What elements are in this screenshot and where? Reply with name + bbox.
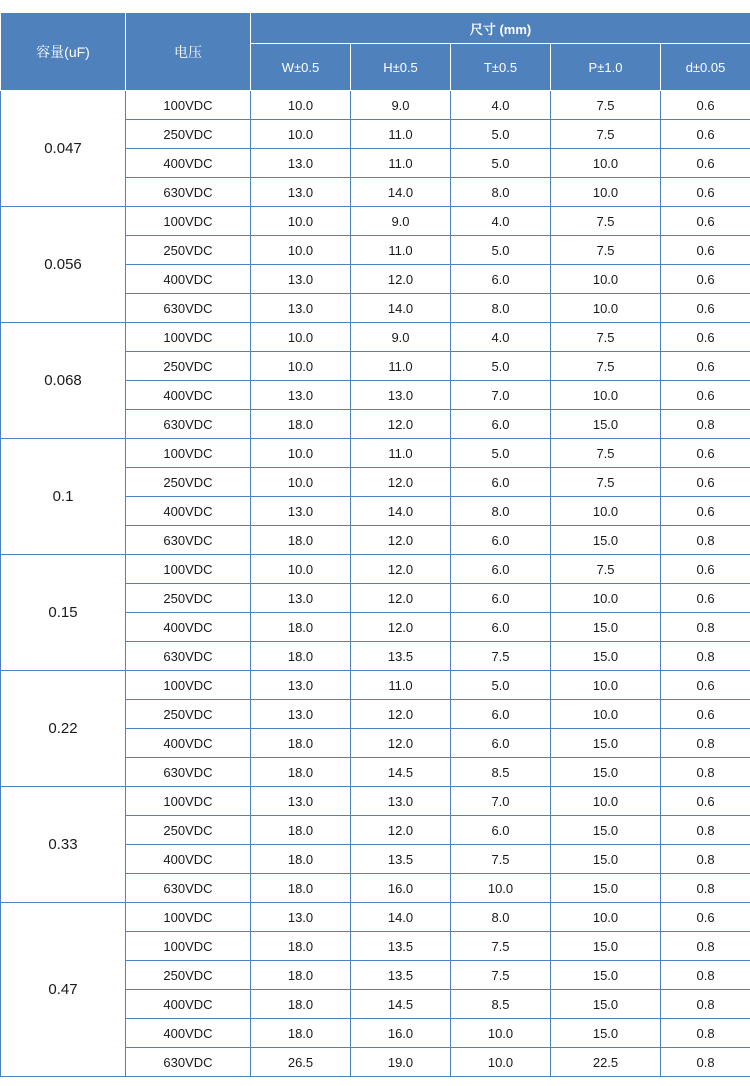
voltage-cell: 250VDC (126, 700, 251, 729)
pitch-cell: 7.5 (551, 555, 661, 584)
voltage-cell: 100VDC (126, 91, 251, 120)
table-row (1, 207, 750, 236)
thickness-cell: 10.0 (451, 874, 551, 903)
width-cell: 10.0 (251, 468, 351, 497)
pitch-cell: 15.0 (551, 758, 661, 787)
width-cell: 13.0 (251, 265, 351, 294)
pitch-cell: 15.0 (551, 526, 661, 555)
voltage-header: 电压 (126, 13, 251, 91)
height-cell: 13.5 (351, 845, 451, 874)
height-cell: 13.5 (351, 642, 451, 671)
pitch-cell: 10.0 (551, 265, 661, 294)
diameter-cell: 0.6 (661, 700, 750, 729)
table-body (1, 91, 750, 1077)
thickness-cell: 7.0 (451, 787, 551, 816)
voltage-cell: 250VDC (126, 816, 251, 845)
thickness-cell: 6.0 (451, 468, 551, 497)
table-row (1, 439, 750, 468)
table-row (1, 903, 750, 932)
height-cell: 14.0 (351, 178, 451, 207)
height-cell: 12.0 (351, 700, 451, 729)
width-cell: 10.0 (251, 236, 351, 265)
pitch-cell: 15.0 (551, 410, 661, 439)
width-cell: 18.0 (251, 961, 351, 990)
voltage-cell: 400VDC (126, 149, 251, 178)
height-cell: 11.0 (351, 439, 451, 468)
voltage-cell: 250VDC (126, 352, 251, 381)
voltage-cell: 100VDC (126, 323, 251, 352)
voltage-cell: 630VDC (126, 294, 251, 323)
voltage-cell: 630VDC (126, 1048, 251, 1077)
height-cell: 9.0 (351, 323, 451, 352)
capacitance-cell: 0.22 (1, 671, 126, 787)
table-row (1, 555, 750, 584)
voltage-cell: 250VDC (126, 120, 251, 149)
height-cell: 12.0 (351, 729, 451, 758)
pitch-cell: 10.0 (551, 294, 661, 323)
voltage-cell: 100VDC (126, 787, 251, 816)
diameter-cell: 0.8 (661, 990, 750, 1019)
thickness-cell: 7.5 (451, 845, 551, 874)
pitch-cell: 7.5 (551, 91, 661, 120)
capacitance-cell: 0.1 (1, 439, 126, 555)
capacitor-spec-table (0, 12, 750, 1077)
pitch-cell: 10.0 (551, 178, 661, 207)
width-cell: 13.0 (251, 671, 351, 700)
pitch-cell: 15.0 (551, 613, 661, 642)
thickness-cell: 6.0 (451, 555, 551, 584)
height-cell: 12.0 (351, 816, 451, 845)
height-cell: 9.0 (351, 91, 451, 120)
pitch-cell: 15.0 (551, 816, 661, 845)
thickness-cell: 5.0 (451, 236, 551, 265)
height-tolerance-header: H±0.5 (351, 44, 451, 91)
pitch-cell: 7.5 (551, 120, 661, 149)
voltage-cell: 400VDC (126, 1019, 251, 1048)
height-cell: 13.0 (351, 381, 451, 410)
height-cell: 12.0 (351, 555, 451, 584)
width-cell: 18.0 (251, 410, 351, 439)
thickness-cell: 5.0 (451, 671, 551, 700)
capacitance-cell: 0.15 (1, 555, 126, 671)
pitch-cell: 10.0 (551, 671, 661, 700)
pitch-cell: 7.5 (551, 236, 661, 265)
width-cell: 10.0 (251, 555, 351, 584)
pitch-cell: 7.5 (551, 468, 661, 497)
dimensions-header: 尺寸 (mm) (251, 13, 750, 44)
pitch-cell: 10.0 (551, 787, 661, 816)
height-cell: 14.0 (351, 903, 451, 932)
pitch-cell: 15.0 (551, 845, 661, 874)
capacitance-cell: 0.068 (1, 323, 126, 439)
voltage-cell: 400VDC (126, 265, 251, 294)
voltage-cell: 400VDC (126, 729, 251, 758)
thickness-cell: 6.0 (451, 265, 551, 294)
diameter-cell: 0.8 (661, 932, 750, 961)
width-cell: 18.0 (251, 1019, 351, 1048)
width-cell: 18.0 (251, 874, 351, 903)
height-cell: 11.0 (351, 149, 451, 178)
height-cell: 14.0 (351, 497, 451, 526)
width-cell: 13.0 (251, 584, 351, 613)
voltage-cell: 250VDC (126, 468, 251, 497)
thickness-cell: 10.0 (451, 1048, 551, 1077)
pitch-cell: 7.5 (551, 207, 661, 236)
pitch-cell: 10.0 (551, 903, 661, 932)
thickness-cell: 6.0 (451, 613, 551, 642)
thickness-cell: 8.0 (451, 497, 551, 526)
width-cell: 18.0 (251, 526, 351, 555)
voltage-cell: 630VDC (126, 526, 251, 555)
diameter-cell: 0.6 (661, 352, 750, 381)
diameter-cell: 0.6 (661, 265, 750, 294)
width-cell: 13.0 (251, 700, 351, 729)
voltage-cell: 100VDC (126, 903, 251, 932)
diameter-cell: 0.6 (661, 207, 750, 236)
width-cell: 18.0 (251, 845, 351, 874)
voltage-cell: 400VDC (126, 613, 251, 642)
width-cell: 10.0 (251, 91, 351, 120)
height-cell: 11.0 (351, 120, 451, 149)
diameter-cell: 0.8 (661, 410, 750, 439)
height-cell: 11.0 (351, 671, 451, 700)
height-cell: 12.0 (351, 468, 451, 497)
thickness-cell: 6.0 (451, 410, 551, 439)
capacitance-cell: 0.056 (1, 207, 126, 323)
voltage-cell: 630VDC (126, 642, 251, 671)
diameter-cell: 0.8 (661, 1019, 750, 1048)
diameter-cell: 0.8 (661, 642, 750, 671)
spec-table-container (0, 12, 750, 1077)
capacitance-header: 容量(uF) (1, 13, 126, 91)
width-cell: 10.0 (251, 323, 351, 352)
thickness-cell: 8.0 (451, 294, 551, 323)
height-cell: 12.0 (351, 410, 451, 439)
diameter-cell: 0.6 (661, 671, 750, 700)
height-cell: 16.0 (351, 874, 451, 903)
height-cell: 13.5 (351, 961, 451, 990)
voltage-cell: 100VDC (126, 207, 251, 236)
diameter-cell: 0.8 (661, 758, 750, 787)
width-cell: 10.0 (251, 207, 351, 236)
height-cell: 13.0 (351, 787, 451, 816)
diameter-cell: 0.6 (661, 584, 750, 613)
diameter-cell: 0.8 (661, 526, 750, 555)
pitch-cell: 15.0 (551, 990, 661, 1019)
width-cell: 13.0 (251, 294, 351, 323)
thickness-cell: 7.5 (451, 932, 551, 961)
pitch-cell: 7.5 (551, 323, 661, 352)
thickness-cell: 8.0 (451, 903, 551, 932)
thickness-cell: 6.0 (451, 584, 551, 613)
voltage-cell: 100VDC (126, 671, 251, 700)
thickness-cell: 7.5 (451, 961, 551, 990)
table-row (1, 671, 750, 700)
pitch-cell: 10.0 (551, 700, 661, 729)
thickness-cell: 5.0 (451, 439, 551, 468)
height-cell: 19.0 (351, 1048, 451, 1077)
thickness-cell: 5.0 (451, 352, 551, 381)
pitch-cell: 15.0 (551, 874, 661, 903)
height-cell: 12.0 (351, 613, 451, 642)
width-cell: 18.0 (251, 816, 351, 845)
table-row (1, 323, 750, 352)
voltage-cell: 630VDC (126, 758, 251, 787)
diameter-cell: 0.6 (661, 439, 750, 468)
diameter-cell: 0.8 (661, 729, 750, 758)
voltage-cell: 400VDC (126, 381, 251, 410)
pitch-cell: 10.0 (551, 584, 661, 613)
diameter-cell: 0.8 (661, 816, 750, 845)
thickness-cell: 6.0 (451, 816, 551, 845)
width-cell: 18.0 (251, 758, 351, 787)
pitch-cell: 15.0 (551, 1019, 661, 1048)
width-cell: 13.0 (251, 381, 351, 410)
height-cell: 9.0 (351, 207, 451, 236)
thickness-cell: 4.0 (451, 207, 551, 236)
thickness-cell: 7.5 (451, 642, 551, 671)
width-cell: 13.0 (251, 178, 351, 207)
pitch-cell: 15.0 (551, 729, 661, 758)
thickness-cell: 8.5 (451, 758, 551, 787)
pitch-cell: 15.0 (551, 642, 661, 671)
pitch-tolerance-header: P±1.0 (551, 44, 661, 91)
width-tolerance-header: W±0.5 (251, 44, 351, 91)
width-cell: 18.0 (251, 932, 351, 961)
thickness-cell: 5.0 (451, 149, 551, 178)
thickness-cell: 6.0 (451, 729, 551, 758)
width-cell: 18.0 (251, 729, 351, 758)
thickness-cell: 4.0 (451, 91, 551, 120)
diameter-cell: 0.6 (661, 497, 750, 526)
voltage-cell: 250VDC (126, 961, 251, 990)
height-cell: 13.5 (351, 932, 451, 961)
width-cell: 10.0 (251, 439, 351, 468)
voltage-cell: 400VDC (126, 990, 251, 1019)
capacitance-cell: 0.047 (1, 91, 126, 207)
diameter-cell: 0.6 (661, 323, 750, 352)
table-row (1, 787, 750, 816)
pitch-cell: 10.0 (551, 497, 661, 526)
width-cell: 18.0 (251, 990, 351, 1019)
height-cell: 12.0 (351, 265, 451, 294)
width-cell: 18.0 (251, 642, 351, 671)
width-cell: 13.0 (251, 497, 351, 526)
thickness-cell: 8.0 (451, 178, 551, 207)
table-row (1, 91, 750, 120)
height-cell: 12.0 (351, 526, 451, 555)
diameter-cell: 0.6 (661, 381, 750, 410)
diameter-cell: 0.6 (661, 149, 750, 178)
width-cell: 26.5 (251, 1048, 351, 1077)
thickness-cell: 10.0 (451, 1019, 551, 1048)
thickness-cell: 7.0 (451, 381, 551, 410)
width-cell: 13.0 (251, 787, 351, 816)
width-cell: 13.0 (251, 149, 351, 178)
diameter-tolerance-header: d±0.05 (661, 44, 750, 91)
height-cell: 14.5 (351, 758, 451, 787)
pitch-cell: 7.5 (551, 439, 661, 468)
diameter-cell: 0.8 (661, 961, 750, 990)
height-cell: 12.0 (351, 584, 451, 613)
voltage-cell: 630VDC (126, 410, 251, 439)
height-cell: 14.0 (351, 294, 451, 323)
voltage-cell: 100VDC (126, 555, 251, 584)
voltage-cell: 400VDC (126, 845, 251, 874)
diameter-cell: 0.8 (661, 613, 750, 642)
pitch-cell: 15.0 (551, 961, 661, 990)
voltage-cell: 100VDC (126, 932, 251, 961)
height-cell: 16.0 (351, 1019, 451, 1048)
capacitance-cell: 0.47 (1, 903, 126, 1077)
height-cell: 11.0 (351, 352, 451, 381)
pitch-cell: 22.5 (551, 1048, 661, 1077)
pitch-cell: 15.0 (551, 932, 661, 961)
diameter-cell: 0.6 (661, 120, 750, 149)
diameter-cell: 0.8 (661, 874, 750, 903)
height-cell: 14.5 (351, 990, 451, 1019)
voltage-cell: 250VDC (126, 584, 251, 613)
voltage-cell: 630VDC (126, 874, 251, 903)
diameter-cell: 0.6 (661, 236, 750, 265)
voltage-cell: 100VDC (126, 439, 251, 468)
diameter-cell: 0.6 (661, 787, 750, 816)
diameter-cell: 0.6 (661, 91, 750, 120)
thickness-cell: 8.5 (451, 990, 551, 1019)
capacitance-cell: 0.33 (1, 787, 126, 903)
diameter-cell: 0.6 (661, 178, 750, 207)
thickness-cell: 5.0 (451, 120, 551, 149)
diameter-cell: 0.8 (661, 1048, 750, 1077)
thickness-cell: 6.0 (451, 526, 551, 555)
width-cell: 13.0 (251, 903, 351, 932)
height-cell: 11.0 (351, 236, 451, 265)
pitch-cell: 7.5 (551, 352, 661, 381)
diameter-cell: 0.8 (661, 845, 750, 874)
diameter-cell: 0.6 (661, 294, 750, 323)
thickness-tolerance-header: T±0.5 (451, 44, 551, 91)
diameter-cell: 0.6 (661, 555, 750, 584)
thickness-cell: 4.0 (451, 323, 551, 352)
width-cell: 18.0 (251, 613, 351, 642)
voltage-cell: 250VDC (126, 236, 251, 265)
pitch-cell: 10.0 (551, 381, 661, 410)
thickness-cell: 6.0 (451, 700, 551, 729)
voltage-cell: 630VDC (126, 178, 251, 207)
diameter-cell: 0.6 (661, 903, 750, 932)
pitch-cell: 10.0 (551, 149, 661, 178)
diameter-cell: 0.6 (661, 468, 750, 497)
table-header (1, 13, 750, 91)
voltage-cell: 400VDC (126, 497, 251, 526)
width-cell: 10.0 (251, 352, 351, 381)
width-cell: 10.0 (251, 120, 351, 149)
